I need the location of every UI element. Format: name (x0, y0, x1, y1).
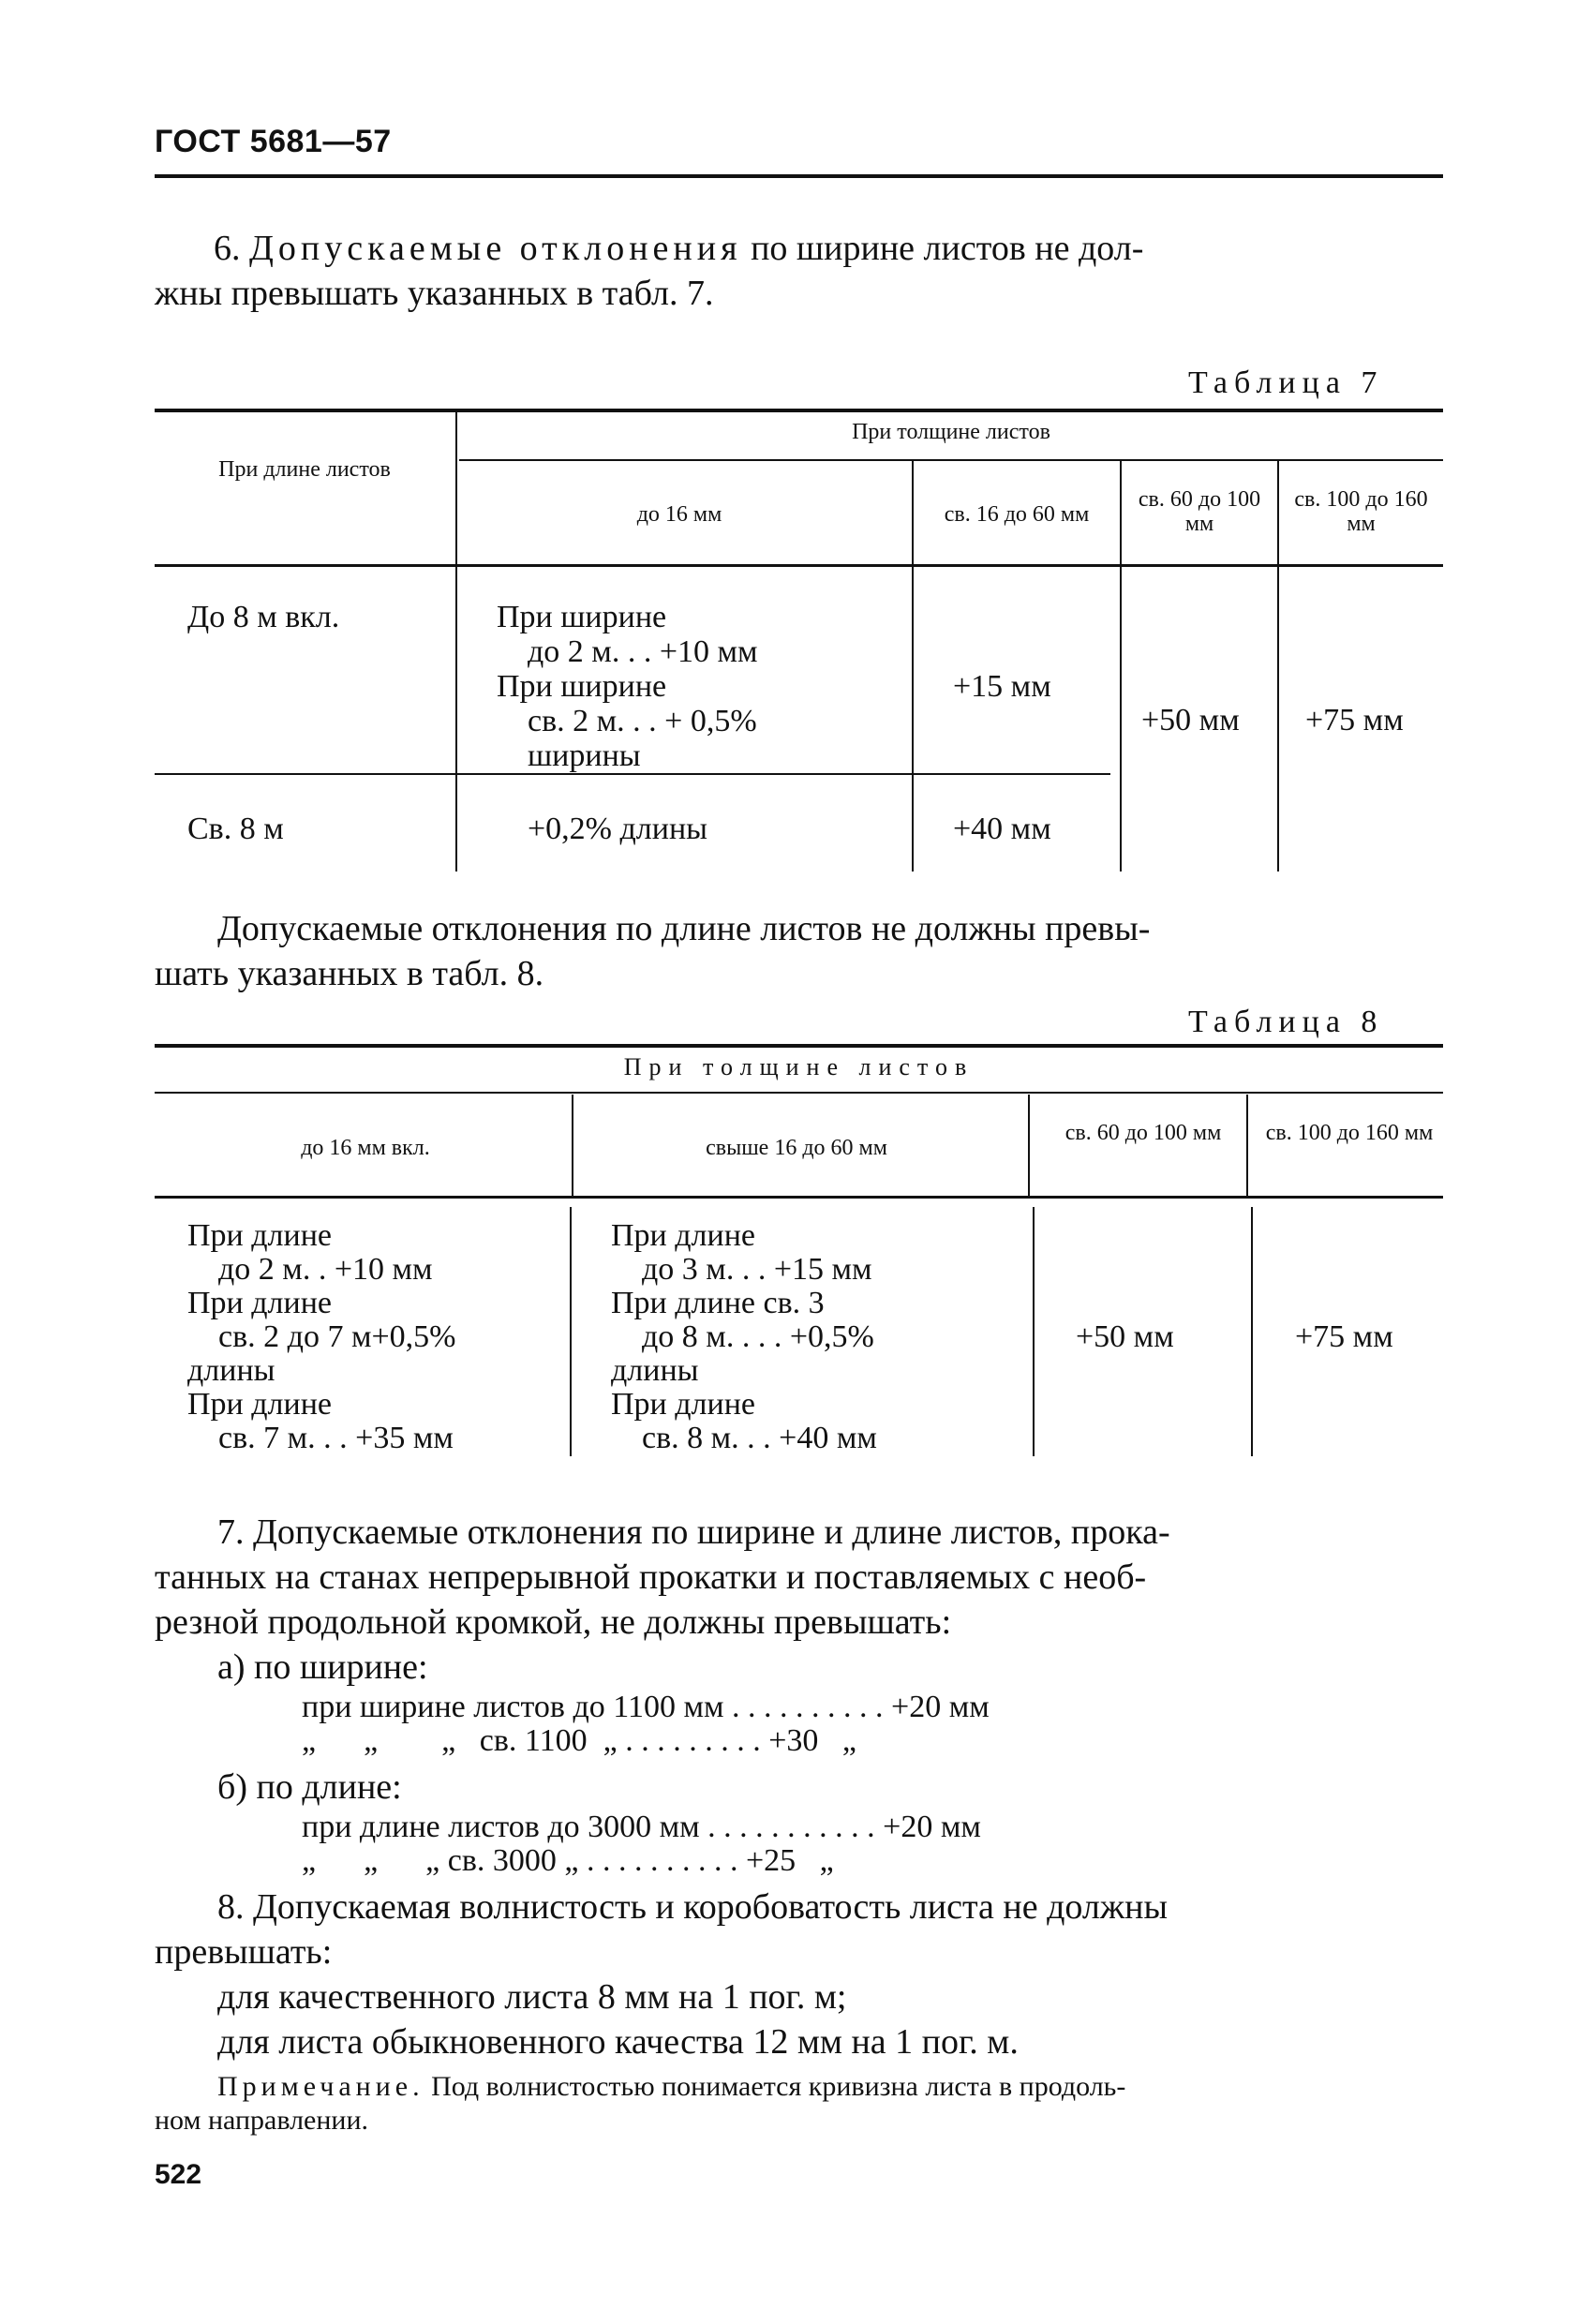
table8-c3: +50 мм (1076, 1319, 1174, 1354)
table8-col-group: При толщине листов (623, 1053, 975, 1080)
table7-row1-c1-line2: до 2 м. . . +10 мм (528, 634, 758, 669)
note-text: Под волнистостью понимается кривизна листа в продоль- (424, 2071, 1126, 2102)
table7-col-group: При толщине листов (852, 420, 1050, 444)
table8-c1-line1: При длине (187, 1218, 332, 1253)
section6-text: по ширине листов не дол- (741, 229, 1144, 268)
table8-c1-line4: св. 2 до 7 м+0,5% (218, 1319, 456, 1354)
table7-row2-length: Св. 8 м (187, 812, 284, 846)
table7-vline-4 (1277, 461, 1279, 872)
table8-caption: Таблица 8 (1188, 1005, 1384, 1039)
table8-c2-line7: св. 8 м. . . +40 мм (642, 1421, 877, 1455)
table7-row1-length: До 8 м вкл. (187, 600, 340, 634)
table8-c4: +75 мм (1295, 1319, 1393, 1354)
section7-a-line1: при ширине листов до 1100 мм . . . . . . . . . . +20 мм (302, 1690, 990, 1724)
note-label: Примечание. (217, 2071, 424, 2102)
table7-row1-c2: +15 мм (953, 669, 1051, 704)
table7-col-thk2: св. 16 до 60 мм (944, 502, 1090, 527)
section7-a-line2: „ „ „ св. 1100 „ . . . . . . . . . +30 „ (302, 1723, 857, 1758)
length-para-line2: шать указанных в табл. 8. (155, 954, 544, 993)
table8-group-rule (155, 1092, 1443, 1094)
table8-col1: до 16 мм вкл. (301, 1136, 430, 1160)
section6-number: 6. (214, 229, 249, 268)
table7-row2-c1: +0,2% длины (528, 812, 707, 846)
table7-col-thk4: св. 100 до 160 мм (1294, 487, 1428, 536)
section6-line2: жны превышать указанных в табл. 7. (155, 274, 714, 313)
header-rule (155, 174, 1443, 178)
note-line2: ном направлении. (155, 2105, 369, 2136)
table7-group-rule (459, 459, 1443, 461)
table8-c1-line5: длины (187, 1353, 275, 1388)
table8-c2-line2: до 3 м. . . +15 мм (642, 1252, 872, 1287)
length-para-line1: Допускаемые отклонения по длине листов не должны превы- (217, 909, 1151, 948)
table8-vline-3 (1251, 1207, 1253, 1456)
document-header: ГОСТ 5681—57 (155, 124, 392, 159)
section8-line1: 8. Допускаемая волнистость и коробоватость листа не должны (217, 1887, 1169, 1927)
table8-c2-line6: При длине (611, 1387, 755, 1422)
table8-c1-line6: При длине (187, 1387, 332, 1422)
table7-merged-c4: +75 мм (1305, 703, 1404, 737)
section7-line3: резной продольной кромкой, не должны превышать: (155, 1602, 952, 1642)
table8-header-rule (155, 1196, 1443, 1199)
table7-row1-c1-line4: св. 2 м. . . + 0,5% (528, 704, 757, 738)
table8-vline-h3 (1246, 1095, 1248, 1196)
table7-row2-c2: +40 мм (953, 812, 1051, 846)
section6-emphasis: Допускаемые отклонения (249, 229, 742, 268)
section8-line4: для листа обыкновенного качества 12 мм на 1 пог. м. (217, 2022, 1019, 2062)
section7-b-line2: „ „ „ св. 3000 „ . . . . . . . . . . +25 „ (302, 1843, 834, 1878)
table8-c1-line7: св. 7 м. . . +35 мм (218, 1421, 454, 1455)
table7-header-rule (155, 564, 1443, 567)
table7-row1-c1-line5: ширины (528, 738, 641, 773)
table7-vline-1 (455, 412, 457, 872)
table8-c2-line4: до 8 м. . . . +0,5% (642, 1319, 874, 1354)
table8-col3: св. 60 до 100 мм (1064, 1121, 1222, 1145)
table7-top-rule (155, 409, 1443, 412)
section7-b-title: б) по длине: (217, 1767, 402, 1807)
note-line1 (217, 2071, 1125, 2103)
page-number: 522 (155, 2159, 202, 2190)
table8-vline-h2 (1028, 1095, 1030, 1196)
section7-b-line1: при длине листов до 3000 мм . . . . . . . . . . . +20 мм (302, 1810, 981, 1844)
table8-c1-line2: до 2 м. . +10 мм (218, 1252, 433, 1287)
table7-merged-c3: +50 мм (1141, 703, 1240, 737)
table8-col4: св. 100 до 160 мм (1265, 1121, 1434, 1145)
section8-line2: превышать: (155, 1932, 333, 1972)
table7-row1-c1-line1: При ширине (497, 600, 667, 634)
table7-caption: Таблица 7 (1188, 365, 1384, 400)
section8-line3: для качественного листа 8 мм на 1 пог. м; (217, 1977, 847, 2017)
table7-col-length: При длине листов (218, 457, 391, 482)
table8-c2-line1: При длине (611, 1218, 755, 1253)
table8-col2: свыше 16 до 60 мм (706, 1136, 887, 1160)
section6-line1 (214, 227, 1143, 270)
table8-vline-h1 (572, 1095, 573, 1196)
section7-line1: 7. Допускаемые отклонения по ширине и длине листов, прока- (217, 1512, 1170, 1552)
section7-a-title: а) по ширине: (217, 1647, 428, 1687)
table7-col-thk3: св. 60 до 100 мм (1138, 487, 1261, 536)
table8-vline-2 (1033, 1207, 1035, 1456)
table8-c2-line5: длины (611, 1353, 699, 1388)
table7-row1-c1-line3: При ширине (497, 669, 667, 704)
table7-vline-3 (1120, 461, 1122, 872)
table8-c1-line3: При длине (187, 1286, 332, 1320)
table7-col-thk1: до 16 мм (636, 502, 722, 527)
table8-vline-1 (570, 1207, 572, 1456)
table7-row-rule (155, 773, 1110, 775)
section7-line2: танных на станах непрерывной прокатки и поставляемых с необ- (155, 1557, 1147, 1597)
table8-c2-line3: При длине св. 3 (611, 1286, 825, 1320)
table8-top-rule (155, 1044, 1443, 1048)
